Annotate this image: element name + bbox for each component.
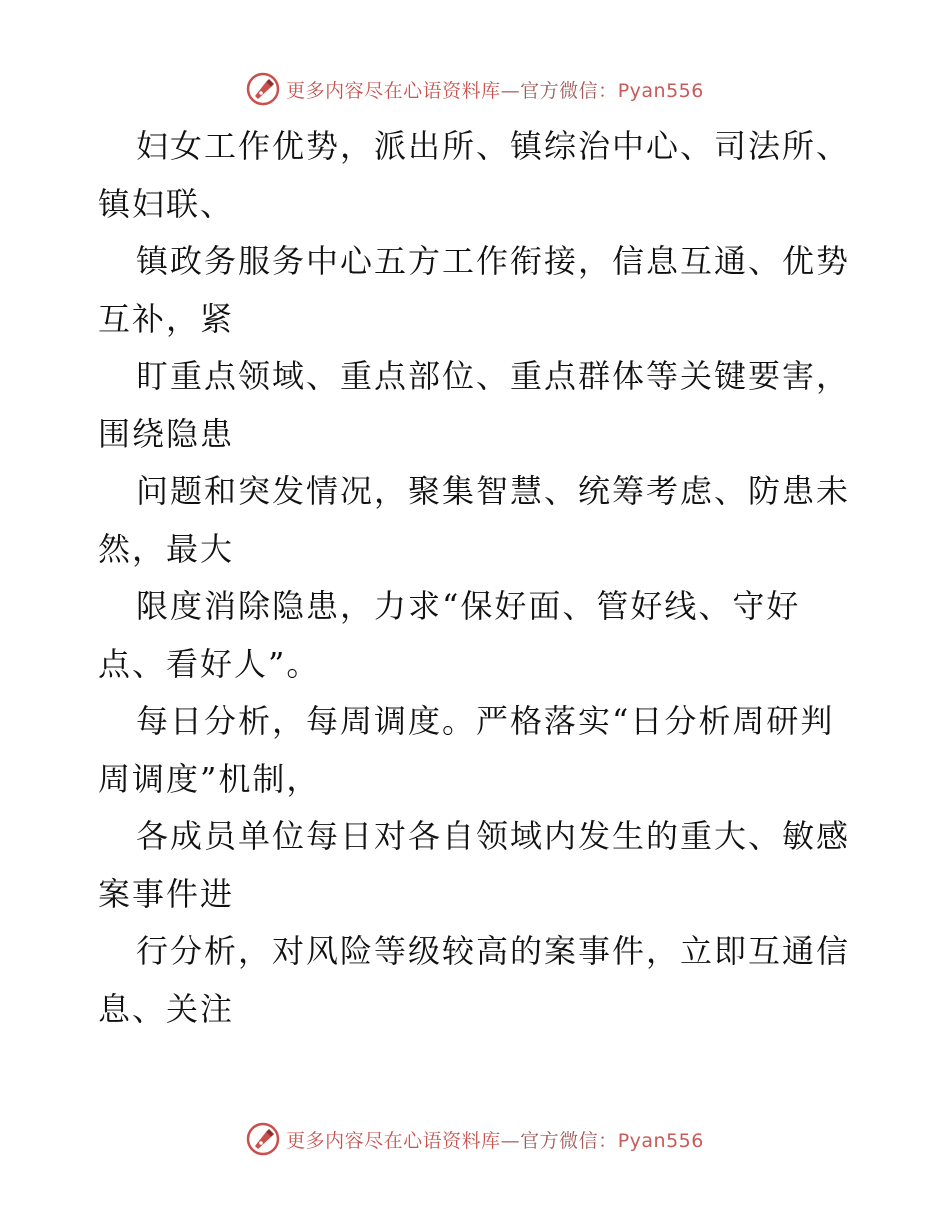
watermark-id: Pyan556 <box>617 79 704 102</box>
footer-watermark <box>0 1122 950 1156</box>
text-line: 点、看好人”。 <box>98 644 321 683</box>
text-line: 镇妇联、 <box>98 184 235 223</box>
text-line: 妇女工作优势，派出所、镇综治中心、司法所、 <box>136 127 851 165</box>
pen-nib-logo-icon <box>246 1122 280 1156</box>
text-line: 互补，紧 <box>98 299 235 338</box>
text-line: 案事件进 <box>98 874 235 913</box>
watermark-label: 官方微信： <box>520 1129 618 1152</box>
text-line: 围绕隐患 <box>98 414 235 453</box>
text-line: 镇政务服务中心五方工作衔接，信息互通、优势 <box>136 242 851 280</box>
text-line: 行分析，对风险等级较高的案事件，立即互通信 <box>136 932 851 970</box>
text-line: 问题和突发情况，聚集智慧、统筹考虑、防患未 <box>136 472 851 510</box>
watermark-text <box>286 76 704 103</box>
text-line: 每日分析，每周调度。严格落实“日分析周研判 <box>136 702 835 740</box>
body-text <box>98 118 858 1038</box>
text-line: 息、关注 <box>98 989 235 1028</box>
watermark-dash: — <box>500 79 521 102</box>
text-line: 盯重点领域、重点部位、重点群体等关键要害， <box>136 357 851 395</box>
watermark-dash: — <box>500 1129 521 1152</box>
text-line: 周调度”机制， <box>98 759 321 798</box>
watermark-id: Pyan556 <box>617 1129 704 1152</box>
text-line: 各成员单位每日对各自领域内发生的重大、敏感 <box>136 817 851 855</box>
watermark-text <box>286 1126 704 1153</box>
pen-nib-logo-icon <box>246 72 280 106</box>
watermark-main: 更多内容尽在心语资料库 <box>286 79 501 102</box>
text-line: 然，最大 <box>98 529 235 568</box>
watermark-label: 官方微信： <box>520 79 618 102</box>
text-line: 限度消除隐患，力求“保好面、管好线、守好 <box>136 587 801 625</box>
header-watermark <box>0 72 950 106</box>
watermark-main: 更多内容尽在心语资料库 <box>286 1129 501 1152</box>
